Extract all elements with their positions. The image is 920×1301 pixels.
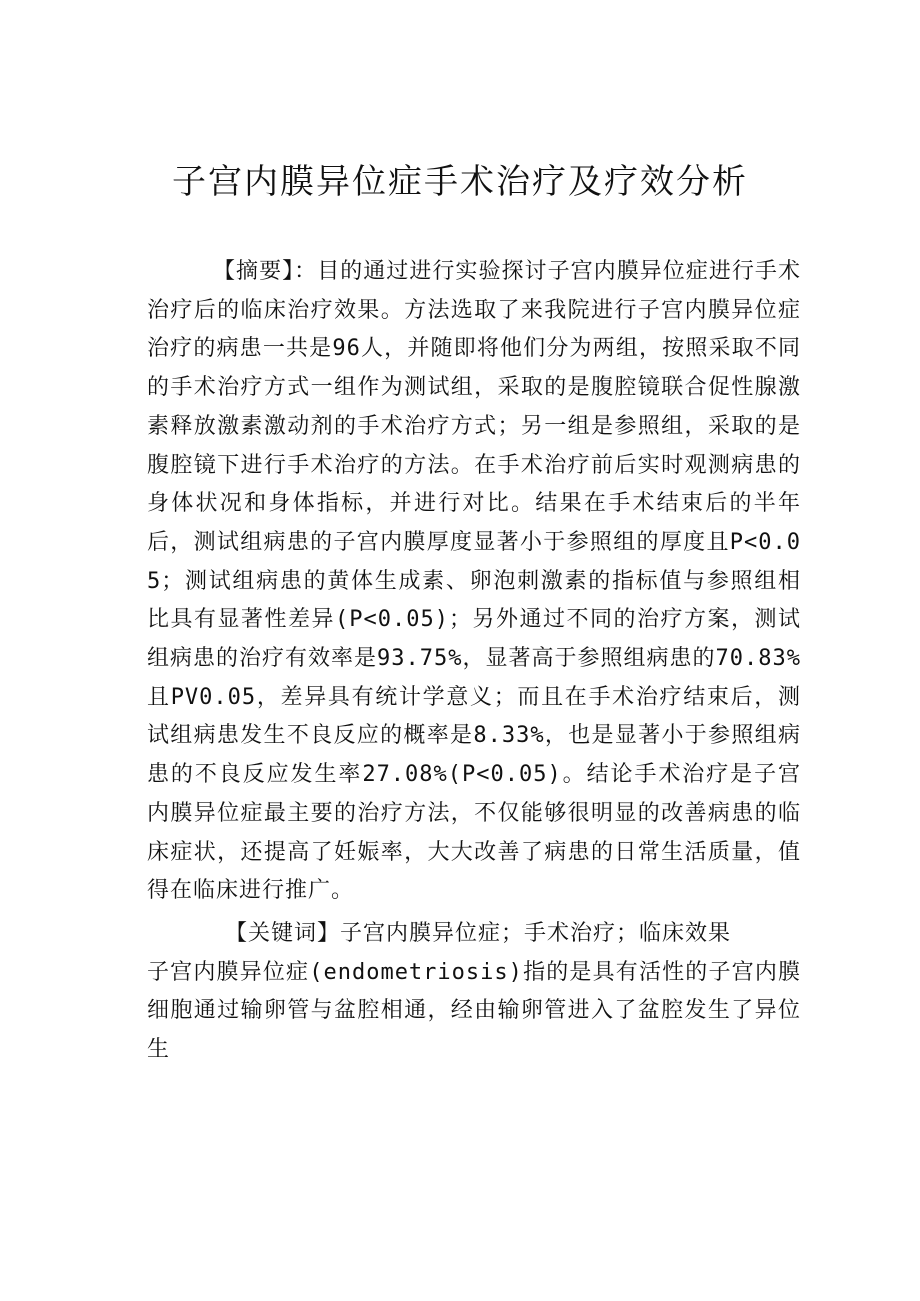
intro-paragraph: 子宫内膜异位症(endometriosis)指的是具有活性的子宫内膜细胞通过输卵管与盆腔相通，经由输卵管进入了盆腔发生了异位生	[147, 959, 801, 1063]
abstract-text: ：目的通过进行实验探讨子宫内膜异位症进行手术治疗后的临床治疗效果。方法选取了来我院进行子宫内膜异位症治疗的病患一共是96人，并随即将他们分为两组，按照采取不同的手术治疗方式一组作为测试组，采取的是腹腔镜联合促性腺激素释放激素激动剂的手术治疗方式；另一组是参照组，采取的是腹腔镜下进行手术治疗的方法。在手术治疗前后实时观测病患的身体状况和身体指标，并进行对比。结果在手术结束后的半年后，测试组病患的子宫内膜厚度显著小于参照组的厚度且P<0.05；测试组病患的黄体生成素、卵泡刺激素的指标值与参照组相比具有显著性差异(P<0.05)；另外通过不同的治疗方案，测试组病患的治疗有效率是93.75%，显著高于参照组病患的70.83%且PV0.05，差异具有统计学意义；而且在手术治疗结束后，测试组病患发生不良反应的概率是8.33%，也是显著小于参照组病患的不良反应发生率27.08%(P<0.05)。结论手术治疗是子宫内膜异位症最主要的治疗方法，不仅能够很明显的改善病患的临床症状，还提高了妊娠率，大大改善了病患的日常生活质量，值得在临床进行推广。	[147, 259, 801, 904]
abstract-paragraph	[147, 253, 801, 911]
abstract-label: 【摘要】	[213, 259, 295, 284]
keywords-paragraph	[147, 915, 801, 954]
document-title: 子宫内膜异位症手术治疗及疗效分析	[172, 162, 748, 202]
keywords-text: 子宫内膜异位症；手术治疗；临床效果	[340, 920, 732, 946]
keywords-label: 【关键词】	[225, 920, 341, 946]
document-body	[147, 253, 801, 1070]
